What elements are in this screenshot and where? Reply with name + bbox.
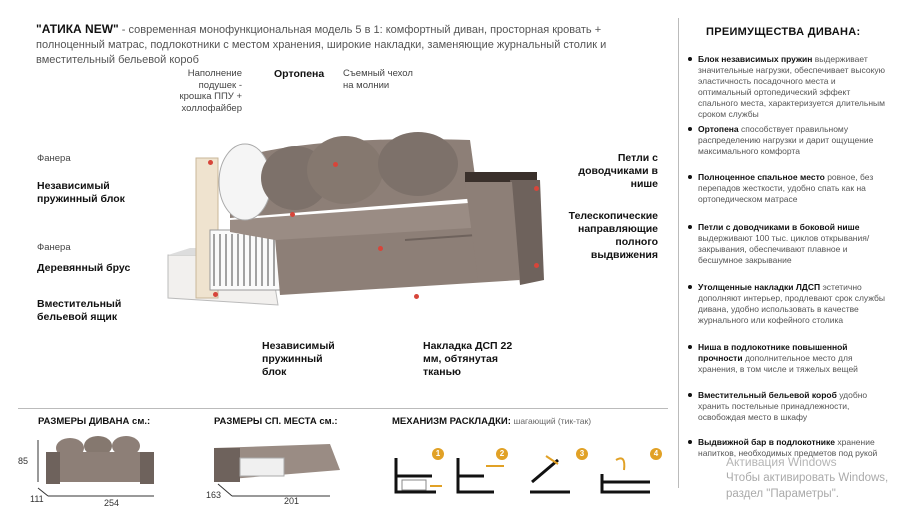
advantage-item: Вместительный бельевой короб удобно хранить постельные принадлежности, освобождая место в шкафу: [688, 390, 890, 423]
label-telescopic: Телескопические направляющие полного выдвижения: [568, 210, 658, 261]
advantage-item: Блок независимых пружин выдерживает значительные нагрузки, обеспечивает высокую эластичность посадочного места и оптимальный ортопедический эффект спального места, характеризуется длительным сроком службы: [688, 54, 890, 120]
step-number: 1: [432, 448, 444, 460]
label-laundry-box: Вместительный бельевой ящик: [37, 298, 122, 323]
panel-divider: [678, 18, 679, 488]
dim-depth: 111: [30, 494, 44, 504]
advantage-item: Ортопена способствует правильному распределению нагрузки и дарит ощущение максимального комфорта: [688, 124, 890, 157]
label-cover: Съемный чехол на молнии: [343, 68, 413, 91]
dim-width: 254: [104, 498, 120, 508]
header-description: [36, 22, 666, 68]
advantage-item: Петли с доводчиками в боковой нише выдерживают 100 тыс. циклов открывания/закрывания, обеспечивают плавное и бесшумное закрывание: [688, 222, 890, 266]
dim-height: 85: [18, 456, 29, 466]
model-description: - современная монофункциональная модель 5 в 1: комфортный диван, просторная кровать + полноценный матрас, подлокотники с местом хранения, широкие накладки, заменяющие журнальный столик и вместительный бельевой короб: [36, 24, 607, 66]
step-number: 3: [576, 448, 588, 460]
section-divider: [18, 408, 668, 409]
advantage-item: Полноценное спальное место ровное, без перепадов жесткости, удобно спать как на ортопедическом матрасе: [688, 172, 890, 205]
dim-sleep-depth: 163: [206, 490, 222, 500]
label-filling: Наполнение подушек - крошка ППУ + холлофайбер: [179, 68, 242, 114]
marker-dot: [290, 212, 295, 217]
dim-sleep-width: 201: [284, 496, 300, 506]
mechanism-type: шагающий (тик-так): [513, 416, 592, 426]
label-ortopena-top: Ортопена: [274, 68, 325, 80]
advantage-item: Ниша в подлокотнике повышенной прочности дополнительное место для хранения, в том числе и тяжелых вещей: [688, 342, 890, 375]
marker-dot: [414, 294, 419, 299]
label-overlay: Накладка ДСП 22 мм, обтянутая тканью: [423, 340, 513, 378]
sofa-dimensions-diagram: [30, 432, 180, 504]
advantage-item: Утолщенные накладки ЛДСП эстетично дополняют интерьер, продлевают срок службы дивана, удобно использовать в качестве журнального или кофейного столика: [688, 282, 890, 326]
marker-dot: [534, 186, 539, 191]
bed-dimensions-diagram: [204, 440, 354, 504]
mechanism-step-4: [598, 452, 658, 498]
label-plywood-2: Фанера: [37, 242, 71, 253]
step-number: 2: [496, 448, 508, 460]
marker-dot: [213, 292, 218, 297]
label-wood-beam: Деревянный брус: [37, 262, 131, 274]
advantages-title: ПРЕИМУЩЕСТВА ДИВАНА:: [706, 26, 861, 38]
label-loops: Петли с доводчиками в нише: [578, 152, 658, 190]
advantage-item: Выдвижной бар в подлокотнике хранение напитков, необходимых предметов под рукой: [688, 437, 890, 459]
sofa-illustration: [160, 120, 560, 320]
mechanism-title: МЕХАНИЗМ РАСКЛАДКИ: шагающий (тик-так): [392, 416, 592, 427]
step-number: 4: [650, 448, 662, 460]
model-name: "АТИКА NEW": [36, 22, 119, 36]
label-plywood-1: Фанера: [37, 153, 71, 164]
marker-dot: [208, 160, 213, 165]
marker-dot: [333, 162, 338, 167]
mechanism-step-3: [522, 452, 578, 498]
label-spring-block-left: Независимый пружинный блок: [37, 180, 125, 205]
windows-activation-watermark: Активация Windows Чтобы активировать Windows, раздел "Параметры".: [726, 455, 889, 500]
label-spring-block-bottom: Независимый пружинный блок: [262, 340, 335, 378]
sofa-sizes-title: РАЗМЕРЫ ДИВАНА см.:: [38, 416, 151, 427]
marker-dot: [534, 263, 539, 268]
marker-dot: [378, 246, 383, 251]
sleep-sizes-title: РАЗМЕРЫ СП. МЕСТА см.:: [214, 416, 338, 427]
